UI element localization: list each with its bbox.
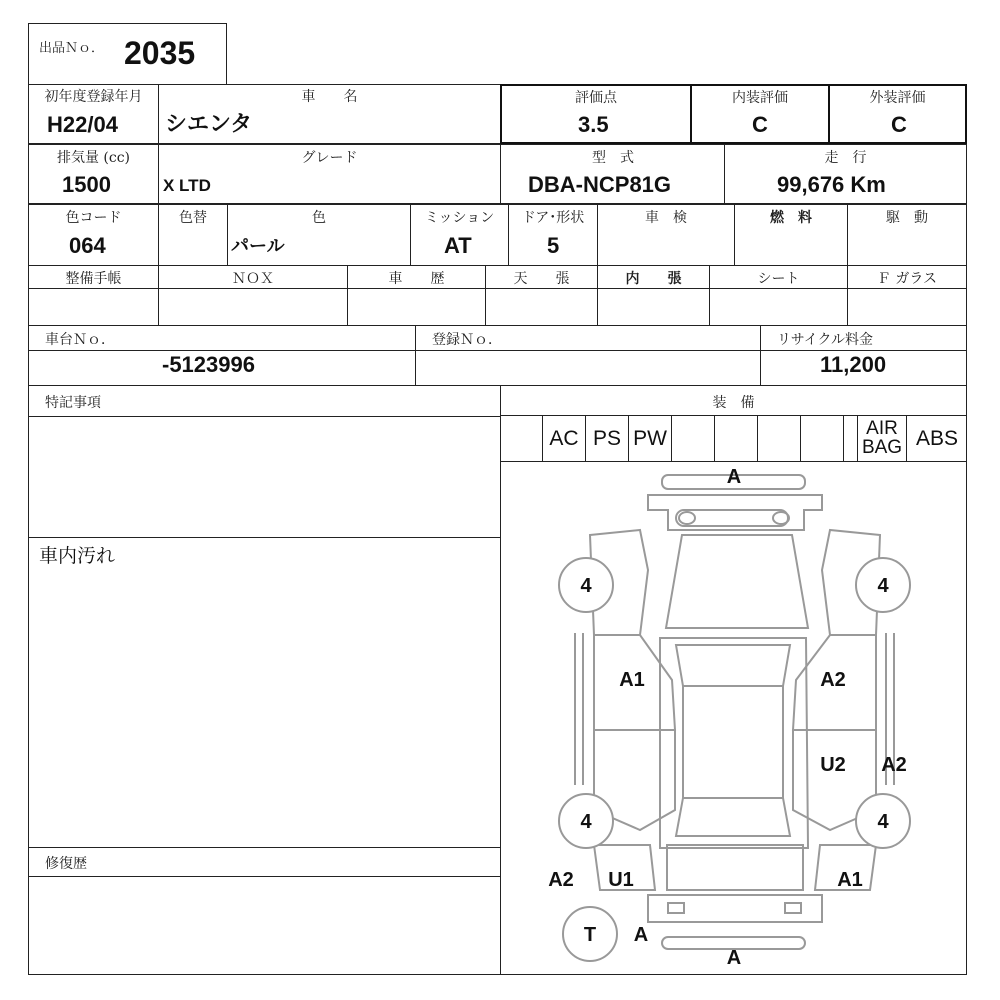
equipment-row [500,415,967,462]
recycle-fee-label: リサイクル料金 [777,332,874,348]
mark-front: A [726,466,742,488]
mark-rear: A [726,947,742,969]
hood-shape [666,535,808,628]
grade-cell [158,144,501,204]
model-cell [500,144,726,204]
recycle-fee-cell [760,325,967,386]
equipment-item-abs: ABS [915,427,959,450]
nox-label: ＮＯＸ [232,271,274,287]
row5-divider [28,350,967,351]
lot-number: 2035 [124,35,196,71]
equipment-item-ac: AC [543,415,586,462]
equipment-label: 装 備 [712,395,755,411]
color-code-cell [28,204,159,266]
exterior-grade-value: C [891,112,907,137]
equipment-item-pw: PW [629,415,672,462]
car-name-cell [158,84,501,144]
inspection-label: 車 検 [645,210,687,226]
mark-spare-tire: T [583,924,597,946]
seat-cell [709,265,848,326]
roof-lining-label: 天 張 [513,271,570,287]
mark-rear-right-tire: 4 [877,811,889,833]
front-pillar-shape [676,645,790,686]
displacement-label: 排気量 (cc) [56,150,131,166]
score-value: 3.5 [578,112,609,137]
vehicle-history-label: 車 歴 [388,271,445,287]
door-label: ドア･形状 [521,210,585,226]
interior-trim-cell [597,265,710,326]
grade-value: X LTD [163,176,211,195]
seat-label: シート [757,271,800,287]
color-code-value: 064 [69,233,106,258]
mark-front-right-tire: 4 [877,575,889,597]
recycle-fee-value: 11,200 [820,352,887,377]
equipment-item-airbag: AIR BAG [858,415,907,462]
first-registration-cell [28,84,159,144]
mark-rear-left-quarter: U1 [608,869,634,891]
car-name-label: 車 名 [301,89,358,105]
registration-label: 登録Ｎｏ． [432,332,502,348]
chassis-value: -5123996 [162,352,255,377]
service-book-label: 整備手帳 [65,271,122,287]
drive-cell [847,204,967,266]
repaint-label: 色替 [179,210,207,226]
first-registration-label: 初年度登録年月 [44,89,143,105]
equipment-slot-8 [844,415,858,462]
vehicle-history-cell [347,265,486,326]
repair-history-divider [29,847,501,848]
roof-shape [683,686,783,798]
equipment-slot-7 [801,415,844,462]
mark-right-rear-door: U2 [820,754,846,776]
chassis-label: 車台Ｎｏ． [45,332,115,348]
tires [559,558,910,961]
front-glass-cell [847,265,967,326]
repair-history-label: 修復歴 [45,856,87,872]
first-registration-value: H22/04 [47,112,118,137]
registration-cell [415,325,761,386]
damage-marks [548,466,907,969]
right-headlight-shape [773,512,789,524]
lot-label: 出品Ｎｏ． [39,41,105,56]
fuel-cell [734,204,848,266]
roof-lining-cell [485,265,598,326]
mark-rear-bumper-left: A [633,924,649,946]
special-notes-box [28,385,502,975]
interior-grade-value: C [752,112,768,137]
mark-left-front-door: A1 [619,669,645,691]
mileage-value: 99,676 Km [777,172,886,197]
equipment-slot-5 [715,415,758,462]
rear-hatch-shape [667,845,803,890]
equipment-slot-4 [672,415,715,462]
interior-grade-cell [690,84,830,144]
front-grille-shape [648,495,822,530]
grade-label: グレード [301,150,358,166]
drive-label: 駆 動 [886,210,928,226]
interior-grade-label: 内装評価 [732,90,788,106]
special-notes-label: 特記事項 [45,395,101,411]
repair-history-divider-2 [29,876,501,877]
exterior-grade-label: 外装評価 [869,90,926,106]
car-name-value: シエンタ [165,111,253,136]
mission-value: AT [444,233,472,258]
color-code-label: 色コード [65,210,122,226]
displacement-cell [28,144,159,204]
displacement-value: 1500 [62,172,111,197]
model-value: DBA-NCP81G [528,172,672,197]
mileage-label: 走 行 [824,150,867,166]
inspection-cell [597,204,735,266]
color-cell [227,204,411,266]
mission-label: ミッション [424,210,495,226]
door-value: 5 [547,233,560,258]
score-cell [500,84,692,144]
interior-dirt-label: 車内汚れ [39,545,116,567]
mark-right-rear-quarter: A2 [881,754,907,776]
color-label: 色 [312,210,326,226]
interior-trim-label: 内 張 [625,271,682,287]
equipment-item-ps: PS [586,415,629,462]
repaint-cell [158,204,228,266]
rear-window-shape [676,798,790,836]
mark-right-front-door: A2 [820,669,846,691]
model-label: 型 式 [592,150,634,166]
exterior-grade-cell [828,84,967,144]
score-label: 評価点 [575,90,617,106]
front-emblem-shape [676,510,788,526]
color-value: パール [231,236,285,256]
fuel-label: 燃 料 [770,210,812,226]
door-cell [508,204,598,266]
mark-rear-left-tire: 4 [580,811,592,833]
rear-left-lamp-shape [668,903,684,913]
nox-cell [158,265,348,326]
mark-rear-left-corner: A2 [548,869,574,891]
row4-divider [28,288,967,289]
lot-box [28,23,227,85]
car-damage-diagram [501,462,966,974]
mark-front-left-tire: 4 [580,575,592,597]
service-book-cell [28,265,159,326]
chassis-cell [28,325,416,386]
rear-bumper-shape [648,895,822,922]
rear-right-lamp-shape [785,903,801,913]
mission-cell [410,204,509,266]
special-notes-divider [29,416,501,417]
mark-rear-right-corner: A1 [837,869,863,891]
equipment-slot-6 [758,415,801,462]
left-headlight-shape [679,512,695,524]
interior-dirt-divider [29,537,501,538]
mileage-cell [724,144,967,204]
front-glass-label: Ｆ ガラス [876,271,938,287]
